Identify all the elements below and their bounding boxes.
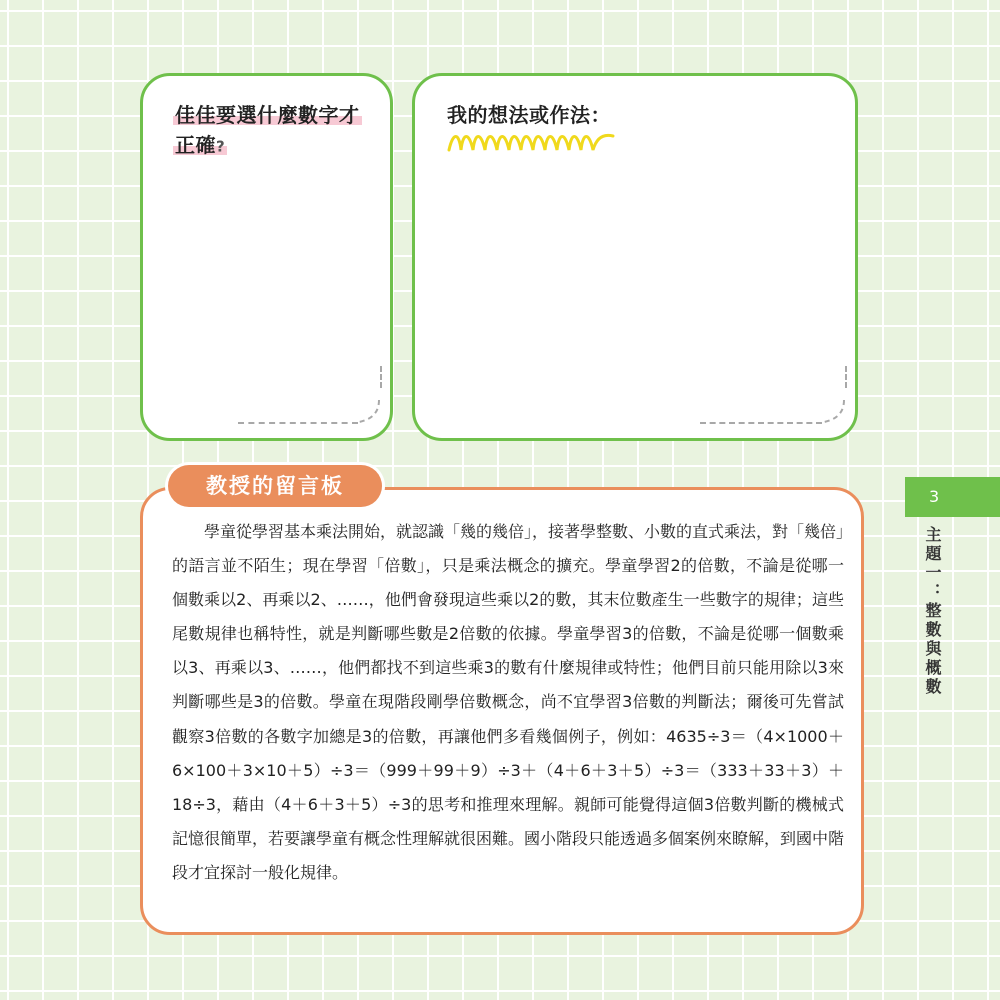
answer-card [412, 73, 858, 441]
question-title [173, 100, 362, 162]
message-board-tag: 教授的留言板 [168, 465, 382, 507]
question-mark-icon: ? [216, 137, 226, 156]
dashed-corner-horizontal [700, 422, 822, 424]
page-number-tab: 3 [905, 477, 1000, 517]
question-title-line1: 佳佳要選什麼數字才 [175, 103, 360, 127]
answer-title: 我的想法或作法： [447, 103, 611, 127]
message-board-body [172, 515, 844, 890]
dashed-corner-curve [355, 398, 381, 424]
dashed-corner-vertical [380, 366, 382, 388]
dashed-corner-horizontal [238, 422, 358, 424]
dashed-corner-vertical [845, 366, 847, 388]
question-card [140, 73, 393, 441]
message-board-paragraph: 學童從學習基本乘法開始，就認識「幾的幾倍」，接著學整數、小數的直式乘法，對「幾倍」的語言並不陌生；現在學習「倍數」，只是乘法概念的擴充。學童學習2的倍數，不論是從哪一個數乘以2、再乘以2、……，他們會發現這些乘以2的數，其末位數產生一些數字的規律；這些尾數規律也稱特性，就是判斷哪些數是2倍數的依據。學童學習3的倍數，不論是從哪一個數乘以3、再乘以3、……，他們都找不到這些乘3的數有什麼規律或特性；他們目前只能用除以3來判斷哪些是3的倍數。學童在現階段剛學倍數概念，尚不宜學習3倍數的判斷法；爾後可先嘗試觀察3倍數的各數字加總是3的倍數，再讓他們多看幾個例子，例如：4635÷3＝（4×1000＋6×100＋3×10＋5）÷3＝（999＋99＋9）÷3＋（4＋6＋3＋5）÷3＝（333＋33＋3）＋18÷3，藉由（4＋6＋3＋5）÷3的思考和推理來理解。親師可能覺得這個3倍數判斷的機械式記憶很簡單，若要讓學童有概念性理解就很困難。國小階段只能透過多個案例來瞭解，到國中階段才宜探討一般化規律。 [172, 522, 845, 882]
yellow-squiggle-icon [447, 130, 617, 156]
dashed-corner-curve [820, 398, 846, 424]
question-title-line2: 正確? [175, 133, 226, 157]
chapter-title: 主題一：整數與概數 [923, 526, 942, 697]
